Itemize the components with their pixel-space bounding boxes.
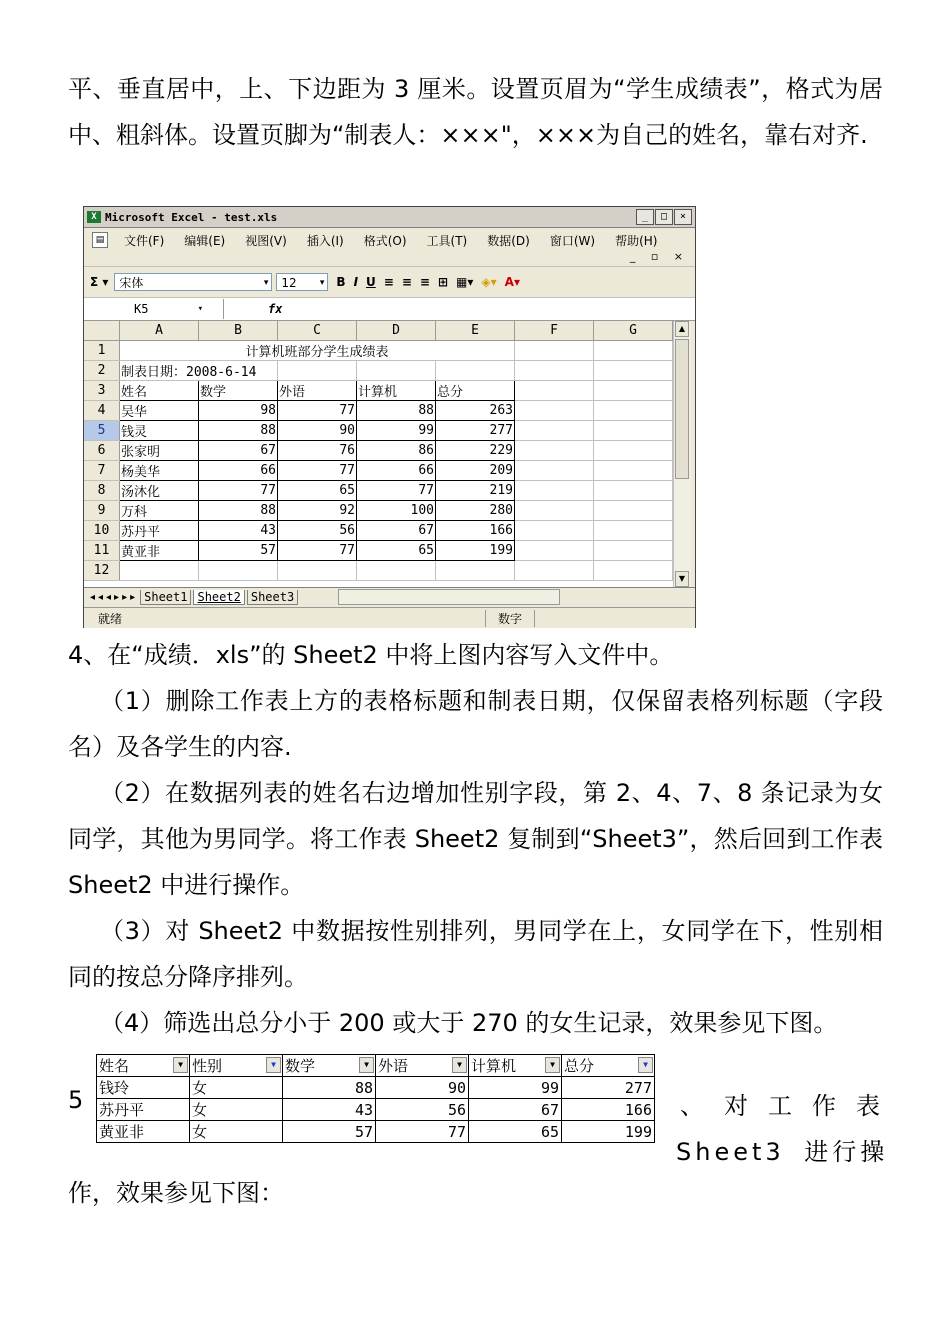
cell[interactable]: 209 (436, 461, 515, 481)
filter-cell: 女 (190, 1077, 283, 1099)
status-numlock: 数字 (485, 610, 535, 627)
filter-cell: 88 (283, 1077, 376, 1099)
cell[interactable] (357, 361, 436, 381)
filter-cell: 90 (376, 1077, 469, 1099)
filter-cell: 277 (562, 1077, 655, 1099)
function-icon[interactable]: fx (268, 302, 283, 316)
cell[interactable] (594, 441, 673, 461)
filter-active-icon[interactable]: ▼ (266, 1057, 281, 1073)
cell[interactable] (594, 421, 673, 441)
cell[interactable]: 钱灵 (120, 421, 199, 441)
cell[interactable]: 277 (436, 421, 515, 441)
cell[interactable]: 杨美华 (120, 461, 199, 481)
window-title: Microsoft Excel - test.xls (105, 210, 278, 224)
cell[interactable] (515, 381, 594, 401)
cell[interactable] (278, 561, 357, 581)
step-4: （4）筛选出总分小于 200 或大于 270 的女生记录，效果参见下图。 (100, 1009, 838, 1037)
item-5-end: 作，效果参见下图： (68, 1179, 284, 1207)
row-header[interactable]: 4 (84, 401, 120, 421)
cell[interactable]: 77 (278, 401, 357, 421)
font-color-icon[interactable]: A▾ (504, 275, 520, 289)
filter-cell: 77 (376, 1121, 469, 1143)
cell[interactable] (515, 341, 594, 361)
cell[interactable] (594, 461, 673, 481)
cell[interactable]: 66 (357, 461, 436, 481)
cell[interactable]: 张家明 (120, 441, 199, 461)
row-header[interactable]: 3 (84, 381, 120, 401)
formula-bar (84, 298, 695, 321)
document-icon[interactable]: ▤ (92, 232, 108, 248)
close-icon[interactable]: × (674, 209, 692, 225)
window-controls (636, 209, 692, 225)
font-name-value: 宋体 (119, 276, 144, 290)
filter-header-label: 外语 (378, 1057, 409, 1075)
row-header[interactable]: 10 (84, 521, 120, 541)
font-size-select[interactable] (276, 273, 328, 291)
align-right-icon[interactable]: ≡ (419, 275, 430, 289)
tab-sheet3[interactable]: Sheet3 (247, 590, 298, 605)
cell[interactable]: 56 (278, 521, 357, 541)
chevron-down-icon: ▾ (319, 278, 325, 288)
horizontal-scrollbar[interactable] (338, 589, 560, 605)
cell[interactable]: 88 (199, 501, 278, 521)
status-bar (84, 607, 695, 628)
scroll-down-icon[interactable]: ▼ (675, 571, 689, 587)
date-cell[interactable]: 制表日期：2008-6-14 (120, 361, 278, 381)
step-1: （1）删除工作表上方的表格标题和制表日期，仅保留表格列标题（字段名）及各学生的内容. (68, 687, 883, 761)
col-header-a[interactable]: A (120, 321, 199, 341)
filter-header-cell[interactable] (283, 1055, 376, 1077)
align-left-icon[interactable]: ≡ (383, 275, 394, 289)
cell[interactable]: 88 (199, 421, 278, 441)
bold-button[interactable]: B (336, 275, 346, 289)
maximize-icon[interactable]: □ (655, 209, 673, 225)
cell[interactable]: 98 (199, 401, 278, 421)
menu-insert[interactable]: 插入(I) (306, 234, 344, 248)
cell[interactable]: 100 (357, 501, 436, 521)
cell[interactable] (515, 421, 594, 441)
cell[interactable] (594, 541, 673, 561)
row-header[interactable]: 9 (84, 501, 120, 521)
filter-cell: 65 (469, 1121, 562, 1143)
cell[interactable]: 219 (436, 481, 515, 501)
row-header[interactable]: 1 (84, 341, 120, 361)
fill-color-icon[interactable]: ◈▾ (481, 275, 497, 289)
item-5-tail-line1: 、对工作表 (680, 1092, 900, 1120)
row-header[interactable]: 7 (84, 461, 120, 481)
cell[interactable]: 263 (436, 401, 515, 421)
sheet-title-cell[interactable]: 计算机班部分学生成绩表 (120, 341, 515, 361)
chevron-down-icon: ▾ (197, 304, 203, 314)
filter-cell: 57 (283, 1121, 376, 1143)
col-header-f[interactable]: F (515, 321, 594, 341)
step-2: （2）在数据列表的姓名右边增加性别字段，第 2、4、7、8 条记录为女同学，其他为男同学。将工作表 Sheet2 复制到“Sheet3”，然后回到工作表 Sheet2 中进行操作。 (68, 779, 883, 899)
filter-cell: 钱玲 (97, 1077, 190, 1099)
filter-dropdown-icon[interactable]: ▼ (173, 1057, 188, 1073)
menu-view[interactable]: 视图(V) (245, 234, 287, 248)
cell[interactable] (278, 361, 357, 381)
filter-header-label: 数学 (285, 1057, 316, 1075)
cell[interactable] (515, 401, 594, 421)
autosum-button[interactable]: Σ ▾ (90, 275, 109, 289)
header-cell[interactable]: 总分 (436, 381, 515, 401)
cell[interactable] (436, 561, 515, 581)
col-header-d[interactable]: D (357, 321, 436, 341)
row-header[interactable]: 2 (84, 361, 120, 381)
filter-header-cell[interactable] (97, 1055, 190, 1077)
row-header[interactable]: 8 (84, 481, 120, 501)
filter-header-label: 姓名 (99, 1057, 130, 1075)
filter-dropdown-icon[interactable]: ▼ (359, 1057, 374, 1073)
menu-tools[interactable]: 工具(T) (426, 234, 468, 248)
cell[interactable]: 吴华 (120, 401, 199, 421)
cell[interactable]: 90 (278, 421, 357, 441)
merge-center-icon[interactable]: ⊞ (437, 275, 449, 289)
cell[interactable] (199, 561, 278, 581)
cell[interactable]: 67 (199, 441, 278, 461)
filter-cell: 56 (376, 1099, 469, 1121)
cell[interactable] (515, 441, 594, 461)
col-header-g[interactable]: G (594, 321, 673, 341)
cell[interactable]: 黄亚非 (120, 541, 199, 561)
item-5-number: 5 (68, 1086, 84, 1114)
step-3: （3）对 Sheet2 中数据按性别排列，男同学在上，女同学在下，性别相同的按总分降序排列。 (68, 917, 883, 991)
italic-button[interactable]: I (353, 275, 359, 289)
cell[interactable] (594, 401, 673, 421)
filter-header-label: 计算机 (471, 1057, 517, 1075)
paragraph-intro: 平、垂直居中，上、下边距为 3 厘米。设置页眉为“学生成绩表”，格式为居中、粗斜体。设置页脚为“制表人：×××"，×××为自己的姓名，靠右对齐. (68, 75, 883, 149)
filter-cell: 女 (190, 1099, 283, 1121)
cell[interactable]: 66 (199, 461, 278, 481)
cell[interactable]: 86 (357, 441, 436, 461)
cell[interactable]: 280 (436, 501, 515, 521)
filter-cell: 166 (562, 1099, 655, 1121)
cell[interactable]: 57 (199, 541, 278, 561)
cell[interactable] (594, 561, 673, 581)
row-header[interactable]: 6 (84, 441, 120, 461)
font-name-select[interactable] (114, 273, 272, 291)
item-5-tail-line2: Sheet3 进行操 (676, 1138, 889, 1166)
cell[interactable]: 77 (278, 461, 357, 481)
worksheet-grid[interactable] (84, 321, 674, 587)
workbook-window-controls[interactable]: _ ▫ × (629, 250, 689, 263)
filter-cell: 199 (562, 1121, 655, 1143)
cell[interactable]: 229 (436, 441, 515, 461)
filter-active-icon[interactable]: ▼ (638, 1057, 653, 1073)
row-header[interactable]: 11 (84, 541, 120, 561)
cell[interactable] (357, 561, 436, 581)
header-cell[interactable]: 外语 (278, 381, 357, 401)
excel-app-icon: X (87, 211, 101, 223)
cell[interactable]: 65 (357, 541, 436, 561)
cell[interactable]: 92 (278, 501, 357, 521)
filter-cell: 苏丹平 (97, 1099, 190, 1121)
cell[interactable] (594, 481, 673, 501)
font-size-value: 12 (281, 276, 297, 290)
tab-sheet1[interactable]: Sheet1 (140, 590, 191, 605)
filter-header-label: 总分 (564, 1057, 595, 1075)
col-header-b[interactable]: B (199, 321, 278, 341)
filter-cell: 99 (469, 1077, 562, 1099)
cell[interactable] (515, 541, 594, 561)
minimize-icon[interactable]: _ (636, 209, 654, 225)
menu-data[interactable]: 数据(D) (487, 234, 530, 248)
filter-header-cell[interactable] (562, 1055, 655, 1077)
col-header-e[interactable]: E (436, 321, 515, 341)
scroll-thumb[interactable] (675, 339, 689, 479)
menu-file[interactable]: 文件(F) (124, 234, 165, 248)
cell[interactable] (515, 481, 594, 501)
cell[interactable] (594, 521, 673, 541)
align-center-icon[interactable]: ≡ (401, 275, 412, 289)
col-header-c[interactable]: C (278, 321, 357, 341)
cell[interactable]: 199 (436, 541, 515, 561)
filter-result-table (96, 1054, 655, 1143)
cell[interactable]: 77 (357, 481, 436, 501)
cell[interactable]: 汤沐化 (120, 481, 199, 501)
filter-cell: 43 (283, 1099, 376, 1121)
status-ready: 就绪 (98, 611, 123, 626)
header-cell[interactable]: 姓名 (120, 381, 199, 401)
menu-bar (84, 228, 695, 267)
tab-sheet2[interactable]: Sheet2 (193, 590, 244, 605)
cell[interactable] (515, 501, 594, 521)
underline-button[interactable]: U (366, 275, 376, 289)
cell[interactable]: 67 (357, 521, 436, 541)
filter-cell: 黄亚非 (97, 1121, 190, 1143)
cell[interactable]: 99 (357, 421, 436, 441)
cell[interactable]: 65 (278, 481, 357, 501)
chevron-down-icon: ▾ (263, 278, 269, 288)
menu-help[interactable]: 帮助(H) (615, 234, 658, 248)
excel-window (83, 206, 696, 628)
cell[interactable]: 万科 (120, 501, 199, 521)
cell[interactable]: 88 (357, 401, 436, 421)
formatting-toolbar (84, 267, 695, 298)
cell[interactable] (515, 461, 594, 481)
menu-edit[interactable]: 编辑(E) (184, 234, 226, 248)
filter-header-cell[interactable] (469, 1055, 562, 1077)
cell[interactable] (594, 381, 673, 401)
name-box[interactable] (84, 299, 224, 319)
cell[interactable]: 77 (199, 481, 278, 501)
cell[interactable] (515, 361, 594, 381)
cell[interactable] (594, 501, 673, 521)
borders-icon[interactable]: ▦▾ (456, 275, 474, 289)
cell[interactable]: 76 (278, 441, 357, 461)
cell[interactable] (515, 561, 594, 581)
scroll-up-icon[interactable]: ▲ (675, 321, 689, 337)
filter-cell: 67 (469, 1099, 562, 1121)
cell[interactable] (515, 521, 594, 541)
cell[interactable] (594, 361, 673, 381)
vertical-scrollbar[interactable] (673, 321, 691, 587)
cell[interactable]: 77 (278, 541, 357, 561)
row-header[interactable]: 12 (84, 561, 120, 581)
cell[interactable]: 43 (199, 521, 278, 541)
name-box-value: K5 (134, 302, 149, 316)
menu-window[interactable]: 窗口(W) (549, 234, 596, 248)
cell[interactable] (120, 561, 199, 581)
filter-header-label: 性别 (192, 1057, 223, 1075)
header-cell[interactable]: 计算机 (357, 381, 436, 401)
filter-header-cell[interactable] (190, 1055, 283, 1077)
menu-format[interactable]: 格式(O) (363, 234, 407, 248)
select-all-corner[interactable] (84, 321, 120, 341)
filter-header-cell[interactable] (376, 1055, 469, 1077)
excel-titlebar (84, 207, 695, 228)
cell[interactable]: 苏丹平 (120, 521, 199, 541)
filter-cell: 女 (190, 1121, 283, 1143)
filter-dropdown-icon[interactable]: ▼ (452, 1057, 467, 1073)
sheet-tabs-bar (84, 587, 695, 606)
item-4: 4、在“成绩．xls”的 Sheet2 中将上图内容写入文件中。 (68, 641, 674, 669)
cell[interactable]: 166 (436, 521, 515, 541)
cell[interactable] (436, 361, 515, 381)
filter-dropdown-icon[interactable]: ▼ (545, 1057, 560, 1073)
cell[interactable] (594, 341, 673, 361)
row-header-selected[interactable]: 5 (84, 421, 120, 441)
tab-scroll-icons[interactable]: ◂◂◂▸▸▸ (90, 591, 139, 603)
header-cell[interactable]: 数学 (199, 381, 278, 401)
